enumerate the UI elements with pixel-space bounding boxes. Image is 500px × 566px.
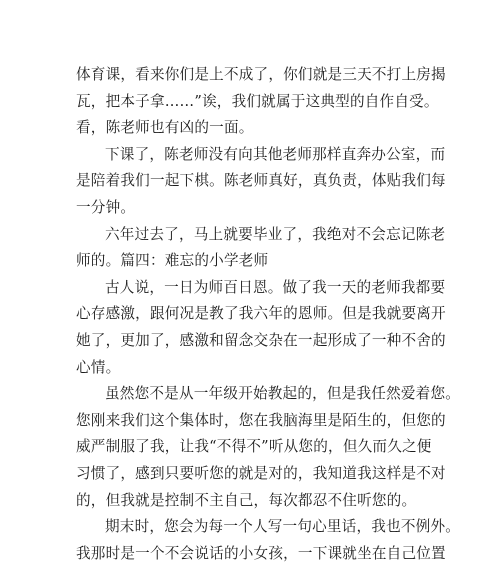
text-line: 心存感激，跟何况是教了我六年的恩师。但是我就要离开 [76, 305, 446, 323]
text-line: 您刚来我们这个集体时，您在我脑海里是陌生的，但您的 [76, 411, 446, 429]
text-line: 是陪着我们一起下棋。陈老师真好，真负责，体贴我们每 [76, 172, 446, 190]
text-line: 的，但我就是控制不主自己，每次都忍不住听您的。 [76, 491, 417, 509]
text-line: 期末时，您会为每一个人写一句心里话，我也不例外。 [105, 518, 461, 536]
text-line: 古人说，一日为师百日恩。做了我一天的老师我都要 [105, 278, 446, 296]
document-body [76, 62, 461, 566]
text-line: 我那时是一个不会说话的小女孩，一下课就坐在自己位置 [76, 544, 446, 562]
text-line: 虽然您不是从一年级开始教起的，但是我任然爱着您。 [105, 385, 461, 403]
text-line: 六年过去了，马上就要毕业了，我绝对不会忘记陈老 [105, 225, 446, 243]
text-line: 师的。篇四：难忘的小学老师 [76, 252, 269, 270]
text-line: 下课了，陈老师没有向其他老师那样直奔办公室，而 [105, 145, 446, 163]
text-line: 她了，更加了，感激和留念交杂在一起形成了一种不舍的 [76, 331, 446, 349]
text-line: 习惯了，感到只要听您的就是对的，我知道我这样是不对 [76, 464, 446, 482]
text-line: 心情。 [76, 358, 121, 376]
text-line: 威严制服了我，让我“不得不”听从您的，但久而久之便 [76, 438, 432, 456]
text-line: 看，陈老师也有凶的一面。 [76, 119, 254, 137]
text-line: 一分钟。 [76, 198, 136, 216]
text-line: 体育课，看来你们是上不成了，你们就是三天不打上房揭 [76, 66, 446, 83]
text-line: 瓦，把本子拿……”诶，我们就属于这典型的自作自受。 [76, 92, 439, 110]
